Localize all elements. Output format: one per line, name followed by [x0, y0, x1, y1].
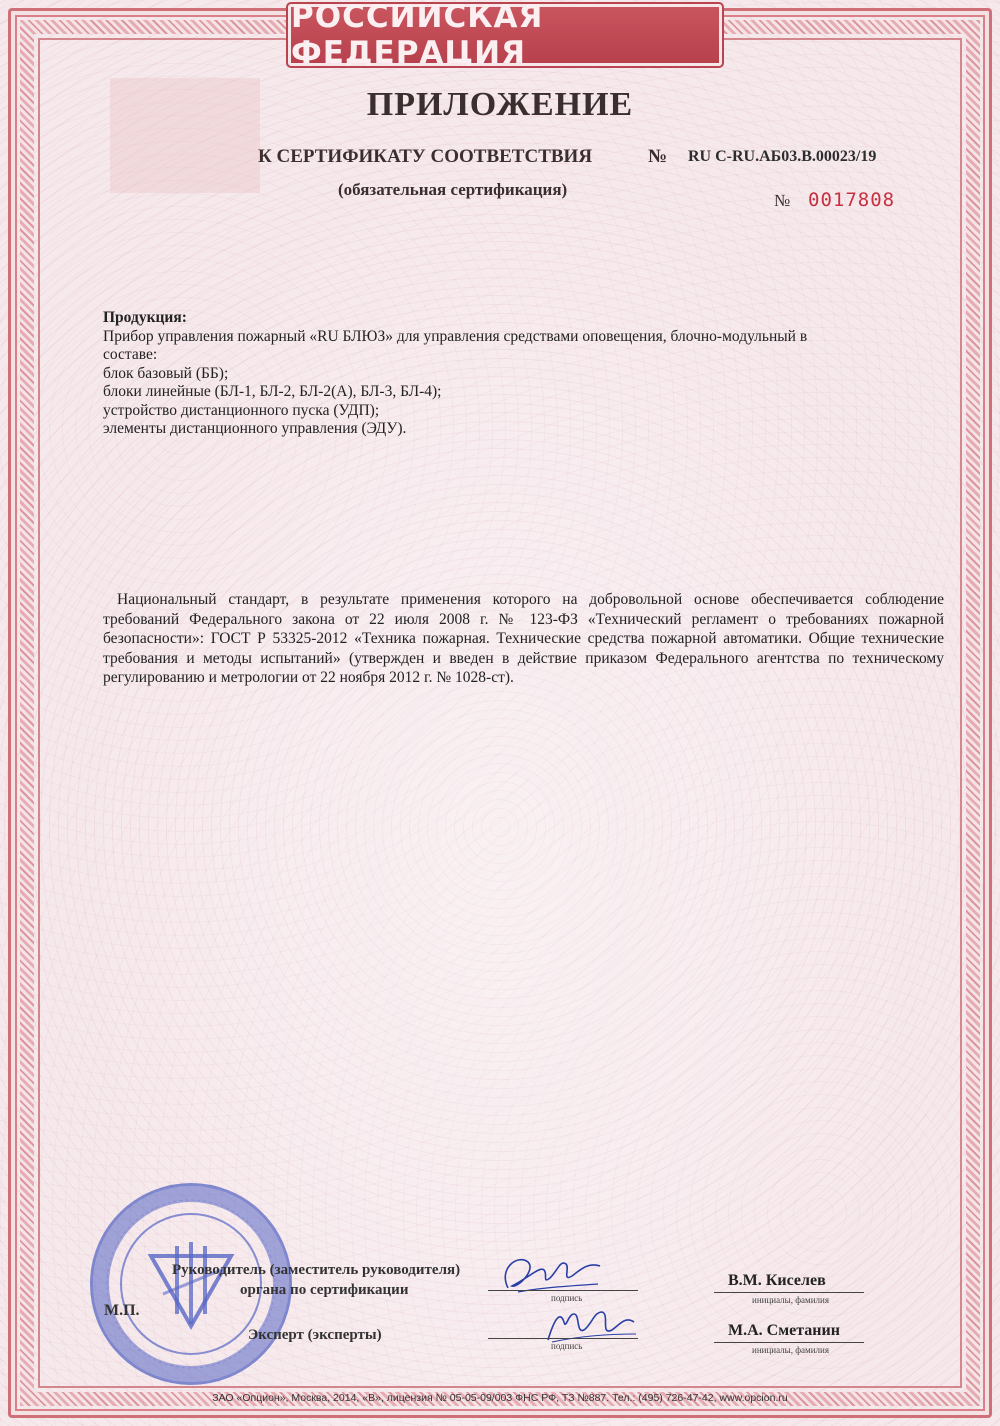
- certificate-subtitle: К СЕРТИФИКАТУ СООТВЕТСТВИЯ: [258, 146, 593, 167]
- product-line: устройство дистанционного пуска (УДП);: [103, 401, 380, 419]
- seal-place-label: М.П.: [104, 1302, 140, 1319]
- expert-name: М.А. Сметанин: [728, 1322, 840, 1339]
- serial-number: 0017808: [808, 189, 896, 211]
- certification-type: (обязательная сертификация): [338, 180, 568, 199]
- name-caption: инициалы, фамилия: [752, 1345, 829, 1355]
- expert-role-label: Эксперт (эксперты): [248, 1327, 382, 1343]
- head-role-label-line2: органа по сертификации: [240, 1282, 409, 1298]
- expert-signature-line: [488, 1338, 638, 1339]
- head-name-line: [714, 1292, 864, 1293]
- serial-number-sign: №: [774, 191, 791, 210]
- product-line: блоки линейные (БЛ-1, БЛ-2, БЛ-2(А), БЛ-3, БЛ-4);: [103, 383, 442, 400]
- product-line: составе:: [103, 346, 158, 363]
- certificate-number: RU C-RU.АБ03.В.00023/19: [688, 148, 877, 165]
- head-role-label: Руководитель (заместитель руководителя): [172, 1262, 461, 1278]
- signature-caption: подпись: [551, 1341, 583, 1351]
- signature-caption: подпись: [551, 1293, 583, 1303]
- page-title: ПРИЛОЖЕНИЕ: [366, 86, 634, 123]
- printer-footer: ЗАО «Опцион», Москва, 2014, «В», лицензия № 05-05-09/003 ФНС РФ, ТЗ №887. Тел.: (495) 726-47-42, www.opcion.ru: [212, 1392, 788, 1404]
- head-signature-line: [488, 1290, 638, 1291]
- expert-name-line: [714, 1342, 864, 1343]
- product-heading: Продукция:: [103, 309, 187, 326]
- product-line: элементы дистанционного управления (ЭДУ).: [103, 420, 407, 437]
- name-caption: инициалы, фамилия: [752, 1295, 829, 1305]
- product-section: [103, 309, 944, 439]
- number-sign: №: [648, 146, 668, 167]
- country-banner: РОССИЙСКАЯ ФЕДЕРАЦИЯ: [288, 4, 722, 66]
- product-line: Прибор управления пожарный «RU БЛЮЗ» для управления средствами оповещения, блочно-модульный в: [103, 327, 808, 345]
- national-standard-paragraph: Национальный стандарт, в результате применения которого на добровольной основе обеспечивается соблюдение требований Федерального закона от 22 июля 2008 г. № 123-ФЗ «Технический регламент о требованиях пожарной безопасности»: ГОСТ Р 53325-2012 «Техника пожарная. Технические средства пожарной автоматики. Общие технические требования и методы испытаний» (утвержден и введен в действие приказом Федерального агентства по техническому регулированию и метрологии от 22 ноября 2012 г. № 1028-ст).: [103, 591, 944, 686]
- head-name: В.М. Киселев: [728, 1272, 826, 1289]
- head-signature-icon: [488, 1248, 608, 1300]
- product-line: блок базовый (ББ);: [103, 364, 229, 382]
